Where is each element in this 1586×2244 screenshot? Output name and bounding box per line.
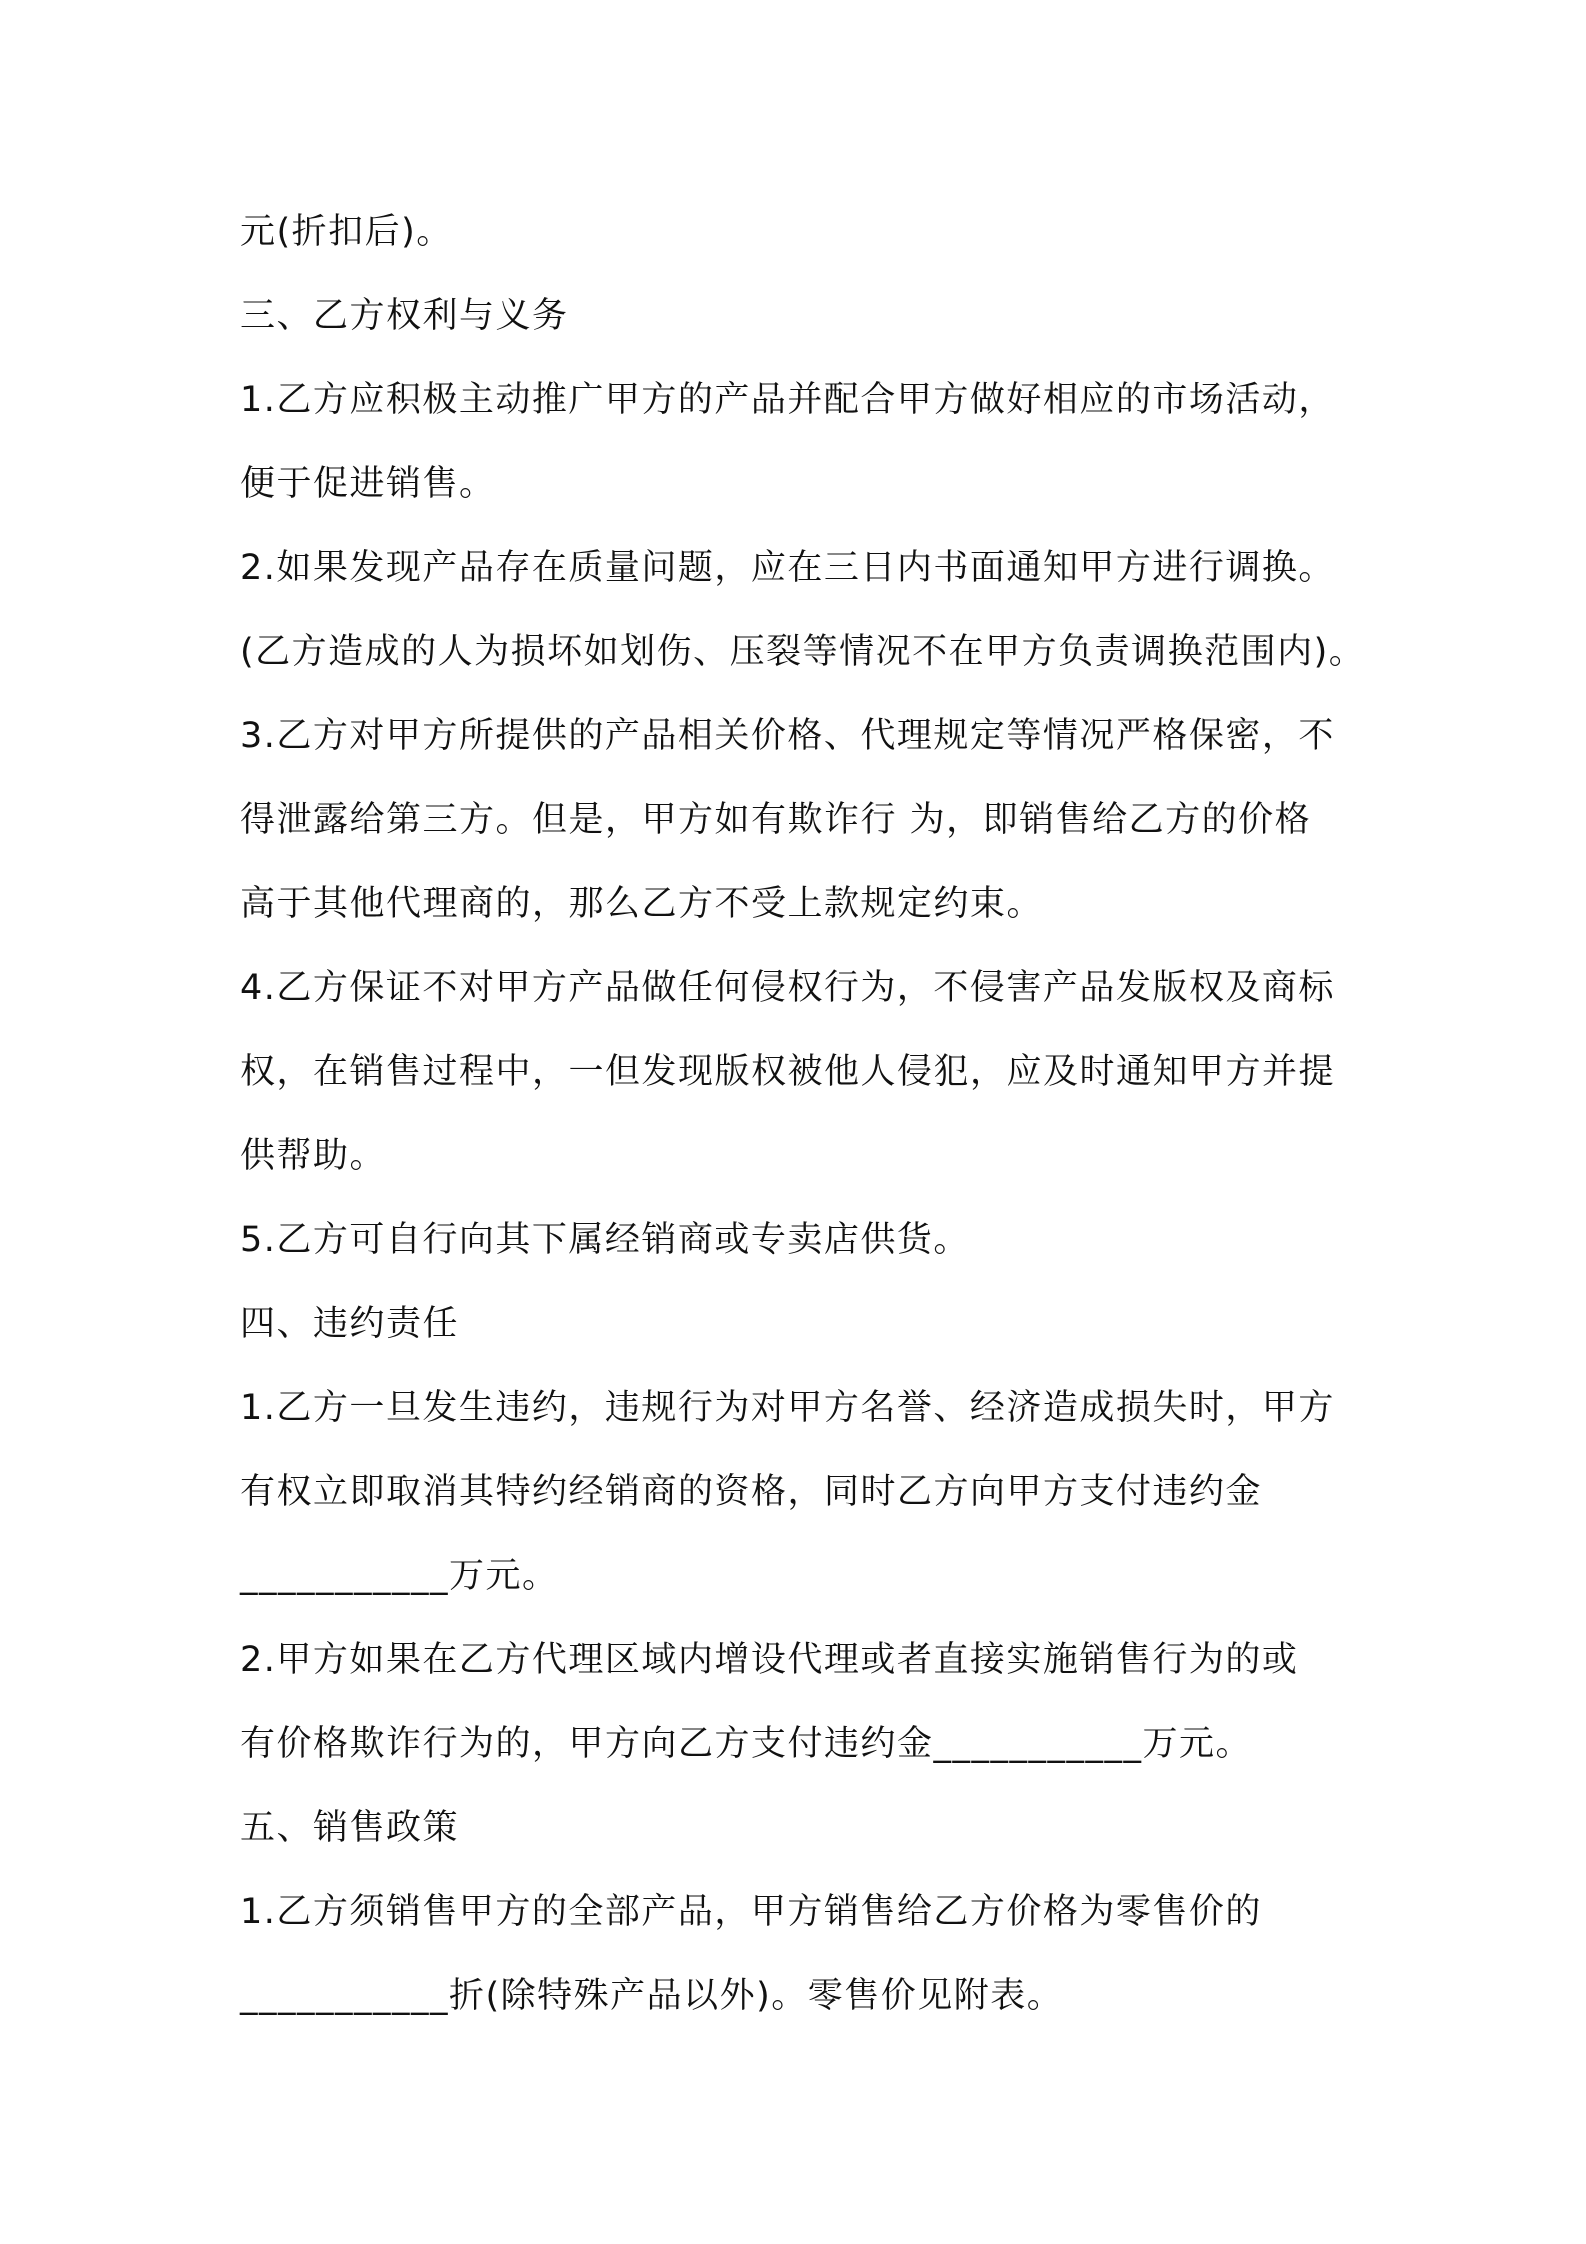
clause-3-4-cont-2: 供帮助。 [240, 1136, 387, 1176]
clause-3-2: 2.如果发现产品存在质量问题，应在三日内书面通知甲方进行调换。 [240, 548, 1335, 588]
clause-3-3: 3.乙方对甲方所提供的产品相关价格、代理规定等情况严格保密，不 [240, 716, 1335, 756]
document-body [240, 190, 1370, 2038]
clause-3-4-cont-1: 权，在销售过程中，一但发现版权被他人侵犯，应及时通知甲方并提 [240, 1052, 1336, 1092]
clause-4-1-cont-1: 有权立即取消其特约经销商的资格，同时乙方向甲方支付违约金 [240, 1472, 1263, 1512]
clause-5-1: 1.乙方须销售甲方的全部产品，甲方销售给乙方价格为零售价的 [240, 1892, 1262, 1932]
clause-3-1: 1.乙方应积极主动推广甲方的产品并配合甲方做好相应的市场活动， [240, 380, 1335, 420]
clause-3-1-cont: 便于促进销售。 [240, 464, 496, 504]
section-heading-5: 五、销售政策 [240, 1808, 460, 1848]
section-heading-3: 三、乙方权利与义务 [240, 296, 569, 336]
clause-3-2-cont: (乙方造成的人为损坏如划伤、压裂等情况不在甲方负责调换范围内)。 [240, 632, 1366, 672]
clause-3-4: 4.乙方保证不对甲方产品做任何侵权行为，不侵害产品发版权及商标 [240, 968, 1335, 1008]
clause-3-3-cont-1: 得泄露给第三方。但是，甲方如有欺诈行 为，即销售给乙方的价格 [240, 800, 1312, 840]
clause-4-1-cont-2: ___________万元。 [240, 1556, 559, 1596]
clause-3-3-cont-2: 高于其他代理商的，那么乙方不受上款规定约束。 [240, 884, 1044, 924]
clause-5-1-cont: ___________折(除特殊产品以外)。零售价见附表。 [240, 1976, 1064, 2016]
text-line-continuation: 元(折扣后)。 [240, 212, 453, 252]
section-heading-4: 四、违约责任 [240, 1304, 460, 1344]
clause-4-1: 1.乙方一旦发生违约，违规行为对甲方名誉、经济造成损失时，甲方 [240, 1388, 1335, 1428]
clause-4-2-cont: 有价格欺诈行为的，甲方向乙方支付违约金___________万元。 [240, 1724, 1253, 1764]
clause-4-2: 2.甲方如果在乙方代理区域内增设代理或者直接实施销售行为的或 [240, 1640, 1299, 1680]
clause-3-5: 5.乙方可自行向其下属经销商或专卖店供货。 [240, 1220, 970, 1260]
